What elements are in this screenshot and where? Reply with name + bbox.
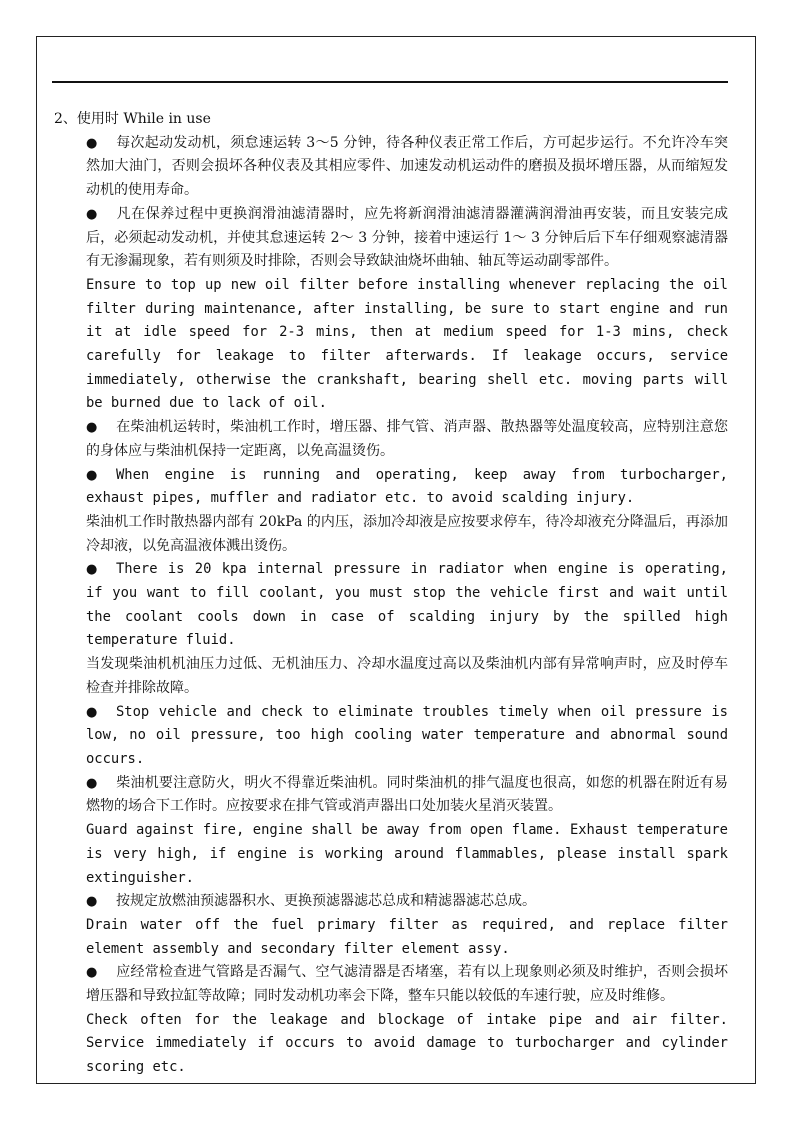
paragraph (86, 914, 728, 961)
paragraph-text: Guard against fire, engine shall be away from open flame. Exhaust temperature is very high, if engine is working around flammables, please install spark extinguisher. (86, 822, 728, 886)
bullet-icon: ● (86, 775, 98, 791)
bullet-icon: ● (86, 965, 98, 981)
paragraph-text: When engine is running and operating, keep away from turbocharger, exhaust pipes, muffler and radiator etc. to avoid scalding injury. (86, 466, 728, 507)
header-rule (52, 81, 728, 83)
bullet-icon: ● (86, 420, 98, 436)
paragraph (86, 961, 728, 1008)
paragraph-text: 每次起动发动机，须怠速运转 3～5 分钟，待各种仪表正常工作后，方可起步运行。不允许冷车突然加大油门，否则会损坏各种仪表及其相应零件、加速发动机运动件的磨损及损坏增压器，从而缩短发动机的使用寿命。 (86, 134, 728, 199)
paragraph-text: 按规定放燃油预滤器积水、更换预滤器滤芯总成和精滤器滤芯总成。 (116, 893, 536, 910)
document-body (54, 108, 728, 1080)
bullet-icon: ● (86, 467, 98, 483)
paragraph (86, 203, 728, 274)
bullet-icon: ● (86, 206, 98, 222)
paragraph-text: 凡在保养过程中更换润滑油滤清器时，应先将新润滑油滤清器灌满润滑油再安装，而且安装完成后，必须起动发动机，并使其怠速运转 2～ 3 分钟，接着中速运行 1～ 3 分钟后后下车仔细观察滤清器有无渗漏现象，若有则须及时排除，否则会导致缺油烧坏曲轴、轴瓦等运动副零部件。 (86, 205, 728, 270)
paragraph-list (54, 132, 728, 1080)
bullet-icon: ● (86, 135, 98, 151)
bullet-icon: ● (86, 562, 98, 578)
paragraph (86, 772, 728, 819)
paragraph (86, 701, 728, 772)
bullet-icon: ● (86, 704, 98, 720)
paragraph-text: There is 20 kpa internal pressure in radiator when engine is operating, if you want to fill coolant, you must stop the vehicle first and wait until the coolant cools down in case of scalding injury by the spilled high temperature fluid. (86, 561, 728, 649)
paragraph (86, 416, 728, 463)
paragraph-text: Ensure to top up new oil filter before installing whenever replacing the oil filter during maintenance, after installing, be sure to start engine and run it at idle speed for 2-3 mins, then at medium speed for 1-3 mins, check carefully for leakage to filter afterwards. If leakage occurs, service immediately, otherwise the crankshaft, bearing shell etc. moving parts will be burned due to lack of oil. (86, 276, 728, 412)
paragraph-text: Check often for the leakage and blockage of intake pipe and air filter. Service immediately if occurs to avoid damage to turbocharger and cylinder scoring etc. (86, 1011, 728, 1076)
paragraph-text: Drain water off the fuel primary filter as required, and replace filter element assembly and secondary filter element assy. (86, 916, 728, 957)
paragraph (86, 890, 728, 914)
paragraph-text: 在柴油机运转时，柴油机工作时，增压器、排气管、消声器、散热器等处温度较高，应特别注意您的身体应与柴油机保持一定距离，以免高温烫伤。 (86, 419, 728, 459)
paragraph (86, 274, 728, 416)
paragraph (86, 464, 728, 511)
paragraph-text: 当发现柴油机机油压力过低、无机油压力、冷却水温度过高以及柴油机内部有异常响声时，应及时停车检查并排除故障。 (86, 656, 728, 696)
paragraph (86, 511, 728, 558)
bullet-icon: ● (86, 894, 98, 910)
paragraph (86, 1009, 728, 1080)
paragraph-text: Stop vehicle and check to eliminate troubles timely when oil pressure is low, no oil pressure, too high cooling water temperature and abnormal sound occurs. (86, 703, 728, 767)
paragraph (86, 558, 728, 653)
section-heading: 2、使用时 While in use (54, 111, 211, 127)
paragraph (86, 819, 728, 890)
paragraph-text: 应经常检查进气管路是否漏气、空气滤清器是否堵塞，若有以上现象则必须及时维护，否则会损坏增压器和导致拉缸等故障；同时发动机功率会下降，整车只能以较低的车速行驶，应及时维修。 (86, 964, 728, 1005)
paragraph-text: 柴油机工作时散热器内部有 20kPa 的内压，添加冷却液是应按要求停车，待冷却液充分降温后，再添加冷却液，以免高温液体溅出烫伤。 (86, 513, 728, 554)
paragraph-text: 柴油机要注意防火，明火不得靠近柴油机。同时柴油机的排气温度也很高，如您的机器在附近有易燃物的场合下工作时。应按要求在排气管或消声器出口处加装火星消灭装置。 (86, 774, 728, 815)
paragraph (86, 653, 728, 700)
paragraph (86, 132, 728, 203)
